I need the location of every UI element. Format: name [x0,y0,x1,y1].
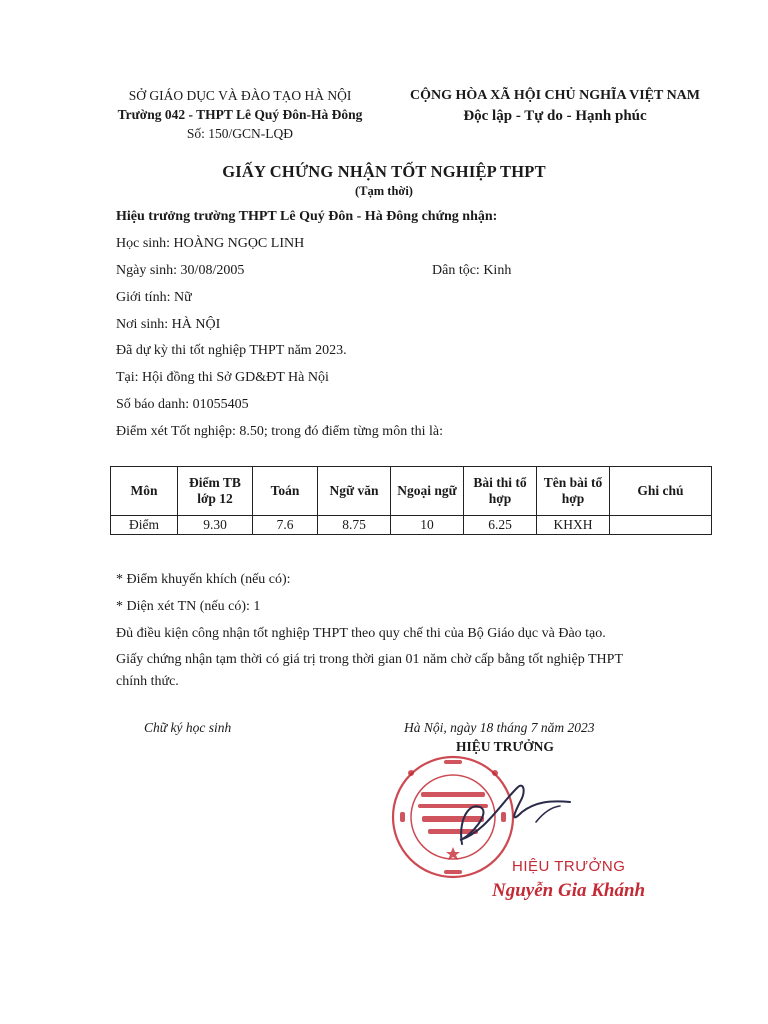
validity-statement: Giấy chứng nhận tạm thời có giá trị trong thời gian 01 năm chờ cấp bằng tốt nghiệp THPT [116,652,623,667]
exam-statement: Đã dự kỳ thi tốt nghiệp THPT năm 2023. [116,343,347,358]
score-table [110,466,712,535]
cell-notes [610,516,712,535]
birthplace: Nơi sinh: HÀ NỘI [116,317,221,332]
col-math: Toán [253,467,318,516]
cell-gpa: 9.30 [178,516,253,535]
col-subject: Môn [111,467,178,516]
national-header [396,86,714,126]
ethnicity: Dân tộc: Kinh [432,263,512,278]
validity-statement-cont: chính thức. [116,674,179,689]
country-name: CỘNG HÒA XÃ HỘI CHỦ NGHĨA VIỆT NAM [409,88,700,103]
principal-name: Nguyễn Gia Khánh [492,880,646,901]
col-combined-exam: Bài thi tổ hợp [464,467,537,516]
document-number: Số: 150/GCN-LQĐ [186,126,294,141]
total-score: Điểm xét Tốt nghiệp: 8.50; trong đó điểm từng môn thi là: [116,424,443,439]
date-of-birth: Ngày sinh: 30/08/2005 [116,263,245,278]
col-gpa: Điểm TB lớp 12 [178,467,253,516]
student-name: Học sinh: HOÀNG NGỌC LINH [116,236,305,251]
gender: Giới tính: Nữ [116,290,192,305]
col-notes: Ghi chú [610,467,712,516]
issue-date: Hà Nội, ngày 18 tháng 7 năm 2023 [404,720,595,735]
document-subtitle: (Tạm thời) [355,184,413,198]
eligibility-statement: Đủ điều kiện công nhận tốt nghiệp THPT theo quy chế thi của Bộ Giáo dục và Đào tạo. [116,626,606,641]
exam-venue: Tại: Hội đồng thi Sở GD&ĐT Hà Nội [116,370,329,385]
national-motto: Độc lập - Tự do - Hạnh phúc [463,108,647,124]
candidate-number: Số báo danh: 01055405 [116,397,249,412]
col-literature: Ngữ văn [318,467,391,516]
cell-combined-name: KHXH [537,516,610,535]
table-row [111,516,712,535]
principal-signature [440,762,580,862]
col-foreign-language: Ngoại ngữ [391,467,464,516]
cell-literature: 8.75 [318,516,391,535]
score-table-header [111,467,712,516]
issuer-header [90,86,390,143]
cell-label: Điểm [111,516,178,535]
cell-foreign-language: 10 [391,516,464,535]
cell-combined-exam: 6.25 [464,516,537,535]
cell-math: 7.6 [253,516,318,535]
bonus-points: * Điểm khuyến khích (nếu có): [116,572,291,587]
student-signature-label: Chữ ký học sinh [144,720,232,735]
issuer-department: SỞ GIÁO DỤC VÀ ĐÀO TẠO HÀ NỘI [128,88,352,103]
document-title: GIẤY CHỨNG NHẬN TỐT NGHIỆP THPT [222,162,546,181]
certifier-statement: Hiệu trưởng trường THPT Lê Quý Đôn - Hà Đông chứng nhận: [116,209,498,224]
priority-category: * Diện xét TN (nếu có): 1 [116,599,261,614]
principal-title: HIỆU TRƯỞNG [456,739,554,754]
col-combined-name: Tên bài tổ hợp [537,467,610,516]
principal-stamp-role: HIỆU TRƯỞNG [512,858,626,875]
issuer-school: Trường 042 - THPT Lê Quý Đôn-Hà Đông [117,107,363,122]
